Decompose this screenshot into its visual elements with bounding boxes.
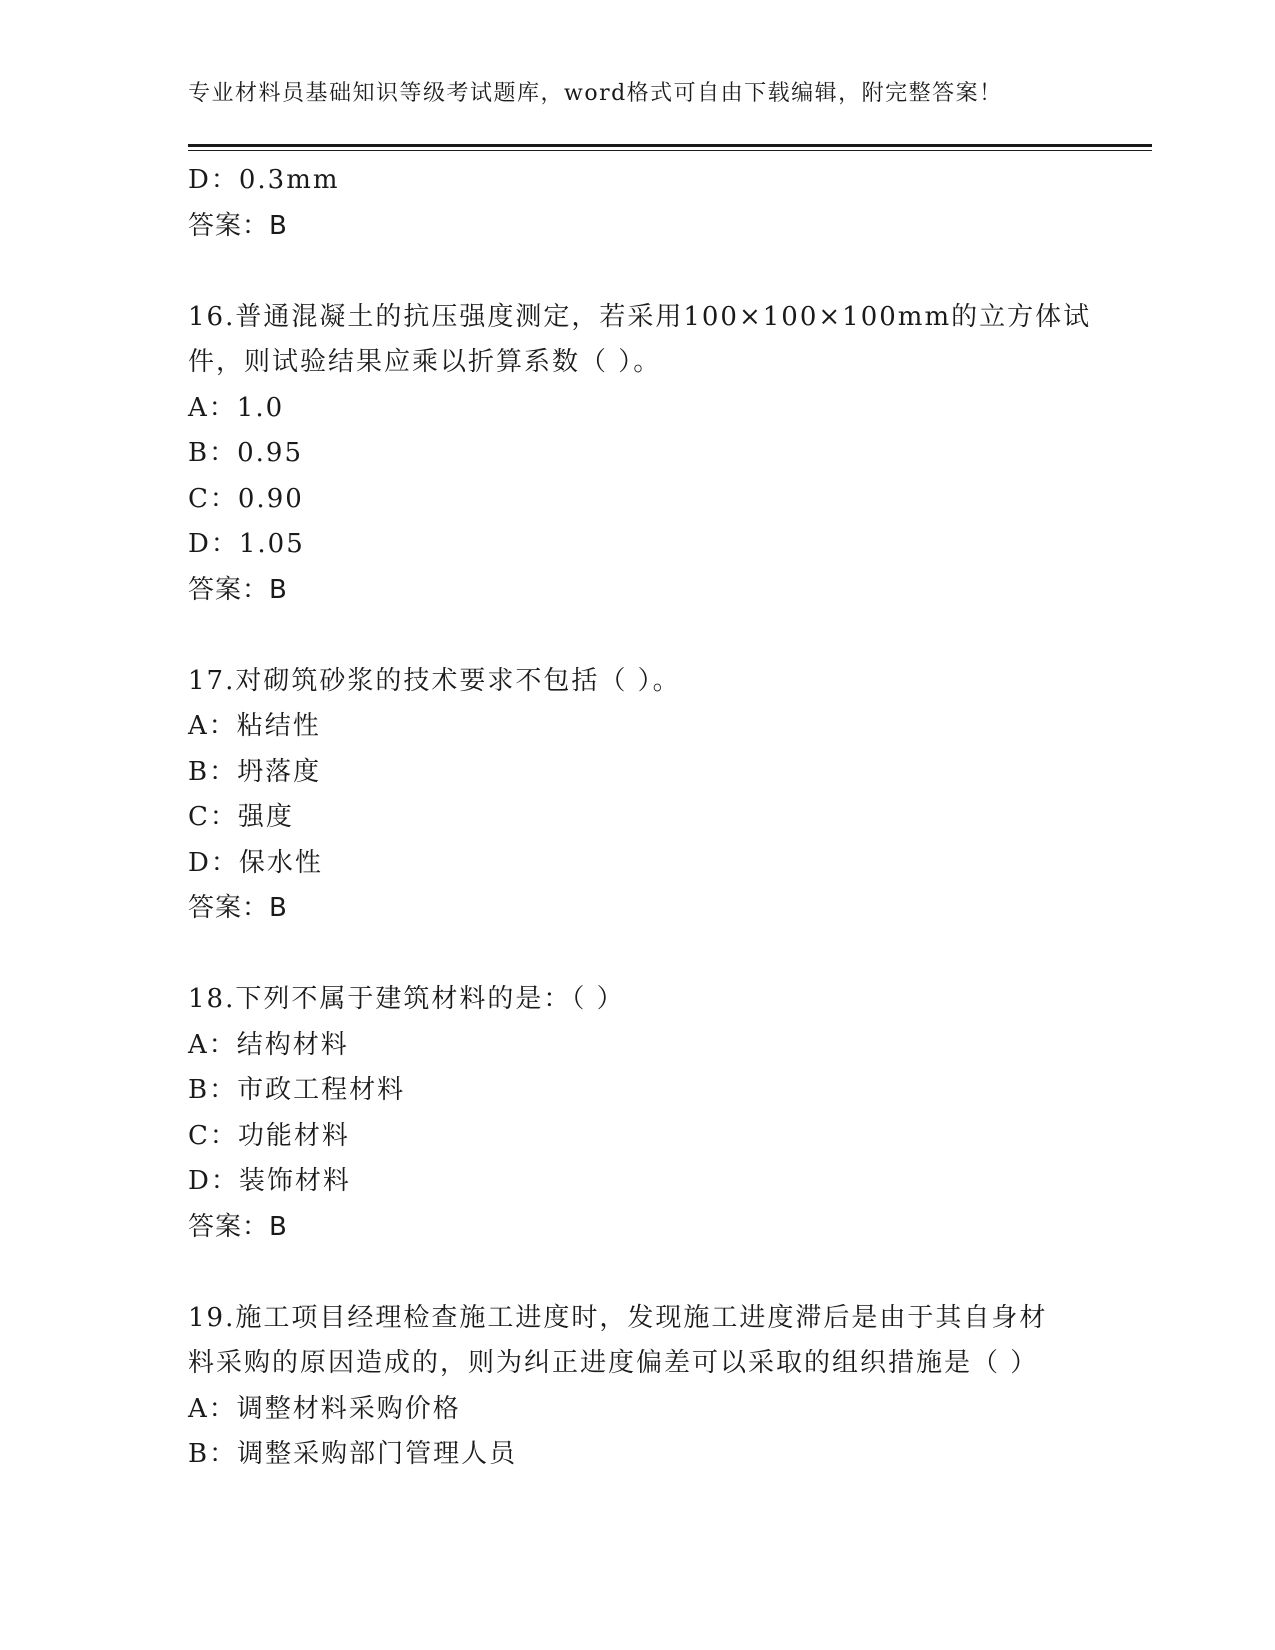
- question-17: [188, 659, 1088, 932]
- question-16: [188, 295, 1092, 614]
- answer: 答案：B: [188, 574, 288, 605]
- option-a: A：调整材料采购价格: [188, 1393, 461, 1424]
- question-stem: 19.施工项目经理检查施工进度时，发现施工进度滞后是由于其自身材: [188, 1302, 1048, 1333]
- question-stem: 16.普通混凝土的抗压强度测定，若采用100×100×100mm的立方体试: [188, 301, 1092, 332]
- question-stem: 17.对砌筑砂浆的技术要求不包括（ ）。: [188, 665, 681, 696]
- option-b: B：市政工程材料: [188, 1075, 406, 1105]
- option-d: D：0.3mm: [188, 165, 340, 195]
- option-b: B：0.95: [188, 438, 303, 468]
- answer: 答案：B: [188, 893, 288, 923]
- option-b: B：坍落度: [188, 756, 322, 787]
- option-c: C：功能材料: [188, 1120, 350, 1151]
- document-body: [188, 158, 1092, 1478]
- option-a: A：粘结性: [188, 711, 321, 741]
- option-d: D：保水性: [188, 847, 323, 878]
- option-c: C：强度: [188, 802, 294, 832]
- page-header: 专业材料员基础知识等级考试题库，word格式可自由下载编辑，附完整答案！: [188, 81, 1003, 106]
- option-a: A：结构材料: [188, 1029, 349, 1060]
- answer: 答案：B: [188, 1211, 288, 1242]
- option-d: D：1.05: [188, 529, 305, 559]
- option-d: D：装饰材料: [188, 1166, 351, 1196]
- question-stem: 18.下列不属于建筑材料的是：（ ）: [188, 984, 625, 1014]
- header-rule-thin: [188, 150, 1152, 151]
- question-stem: 料采购的原因造成的，则为纠正进度偏差可以采取的组织措施是（ ）: [188, 1348, 1039, 1378]
- header-rule-thick: [188, 144, 1152, 147]
- question-18: [188, 977, 1088, 1250]
- answer: 答案：B: [188, 210, 288, 241]
- question-stem: 件，则试验结果应乘以折算系数（ ）。: [188, 347, 662, 377]
- option-b: B：调整采购部门管理人员: [188, 1439, 518, 1469]
- option-c: C：0.90: [188, 483, 304, 514]
- option-a: A：1.0: [188, 392, 285, 423]
- question-19: [188, 1296, 1088, 1478]
